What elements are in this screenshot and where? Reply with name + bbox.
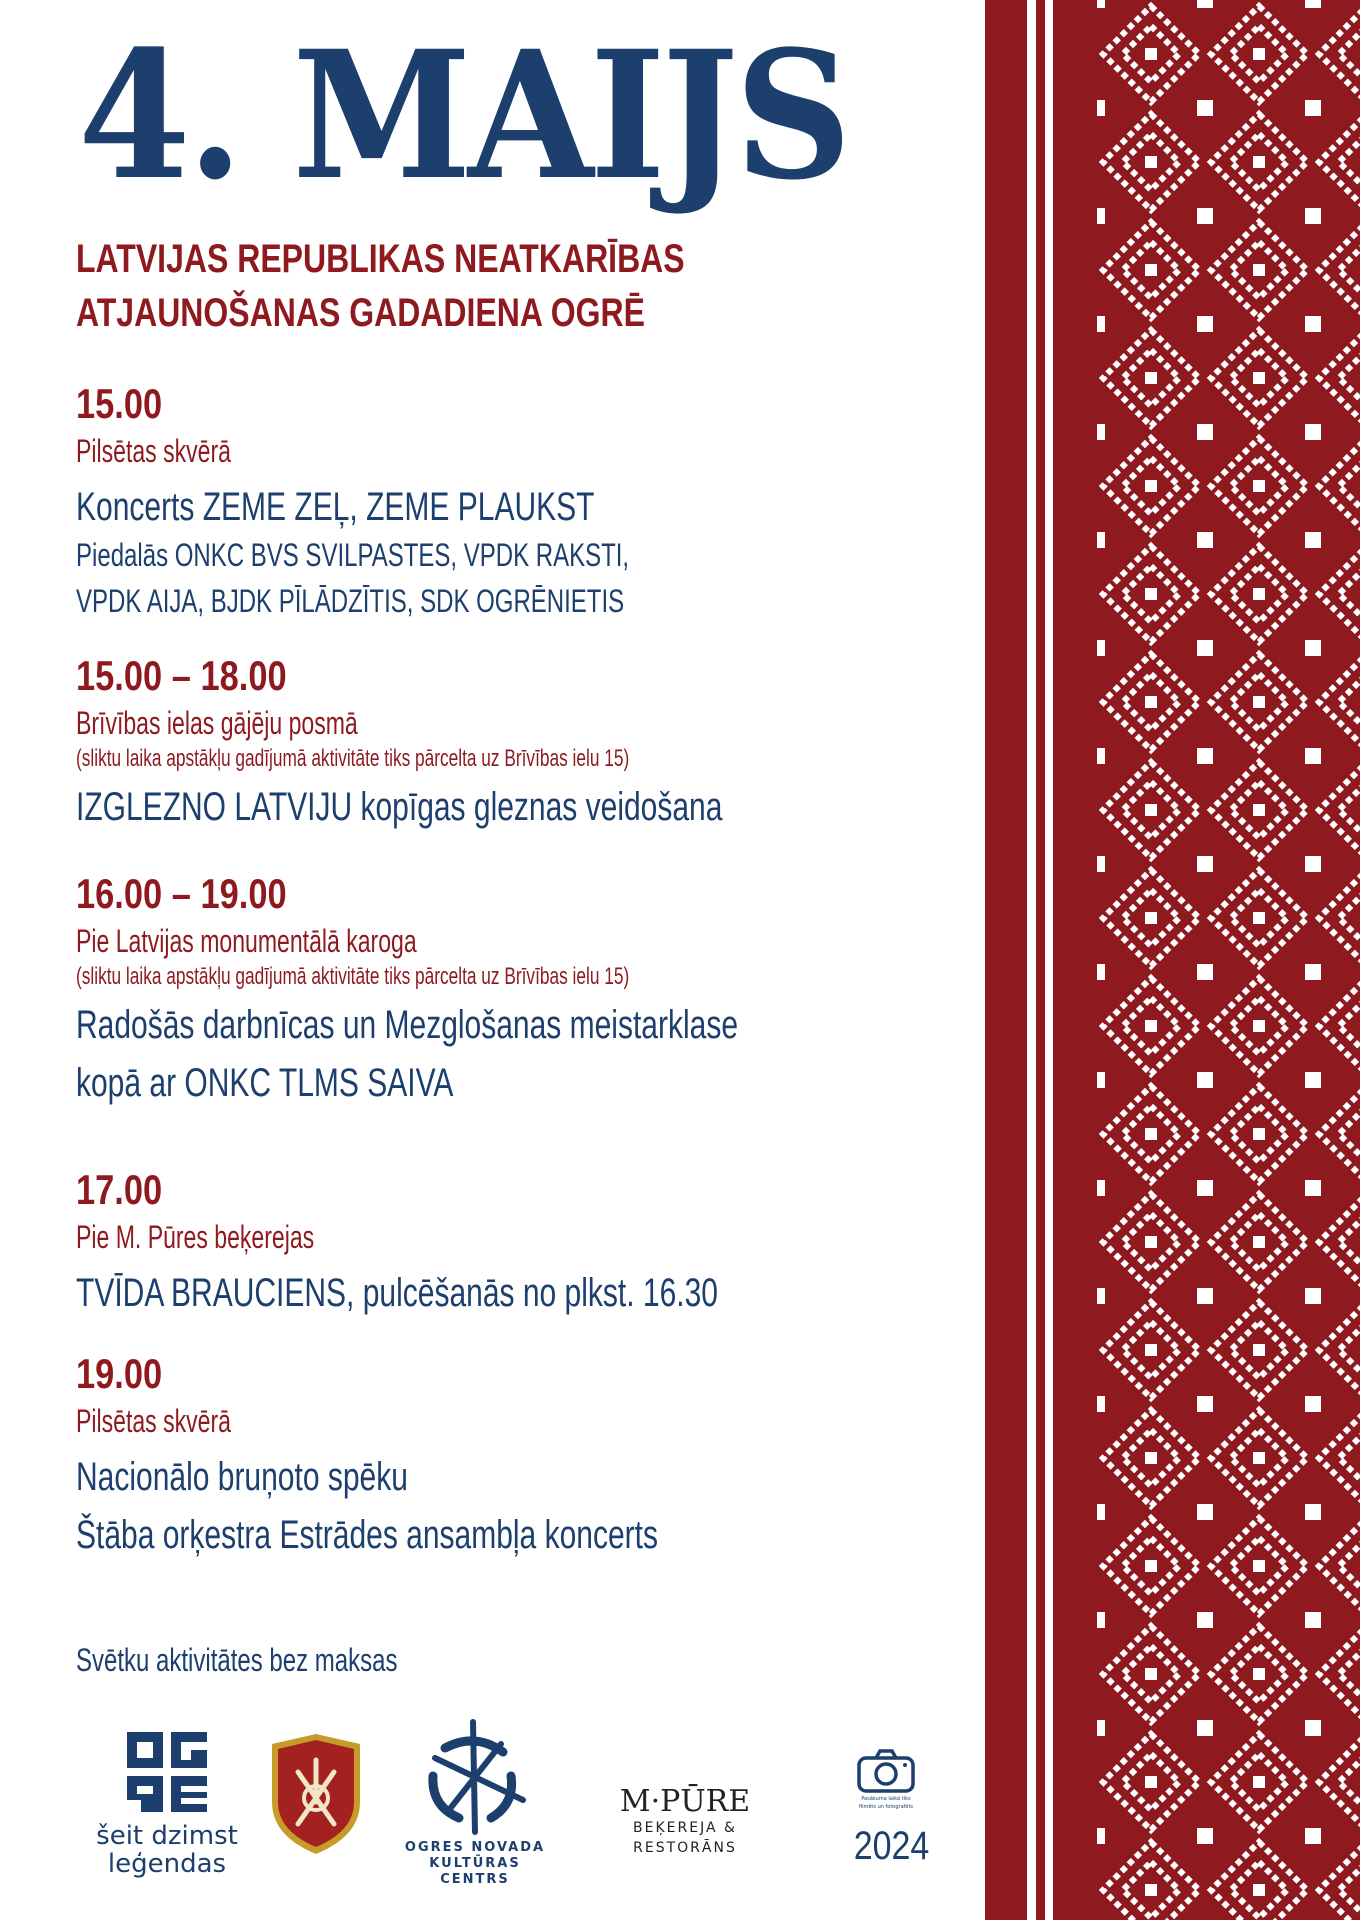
event-title-line: kopā ar ONKC TLMS SAIVA — [76, 1061, 454, 1105]
event-venue: Brīvības ielas gājēju posmā — [76, 705, 358, 741]
culture-center-name-line: KULTŪRAS CENTRS — [429, 1856, 521, 1887]
event-note: (sliktu laika apstākļu gadījumā aktivitāte tiks pārcelta uz Brīvības ielu 15) — [76, 745, 630, 772]
event-venue: Pilsētas skvērā — [76, 433, 231, 469]
photo-note-line: Pasākuma laikā tiks — [861, 1796, 911, 1802]
culture-center-name-line: OGRES NOVADA — [404, 1840, 546, 1855]
event-venue: Pie M. Pūres beķerejas — [76, 1219, 315, 1255]
page-subtitle — [76, 232, 685, 340]
pure-brand-name: M·PŪRE — [619, 1784, 751, 1819]
photo-notice — [848, 1748, 930, 1868]
event-time: 16.00 – 19.00 — [76, 870, 287, 917]
ogre-tagline-line: šeit dzimst — [96, 1821, 238, 1851]
event-title-line: Štāba orķestra Estrādes ansambļa koncerts — [76, 1513, 658, 1557]
page-title: 4. MAIJS — [78, 12, 849, 219]
event-title — [76, 1448, 751, 1564]
pure-bakery-logo — [580, 1786, 790, 1858]
event-item — [76, 378, 976, 624]
camera-icon — [856, 1748, 916, 1794]
compass-icon — [415, 1718, 535, 1836]
event-item — [76, 1164, 976, 1322]
subtitle-line: ATJAUNOŠANAS GADADIENA OGRĒ — [76, 291, 645, 335]
photo-note-line: filmēts un fotografēts — [858, 1804, 914, 1810]
event-item — [76, 1348, 976, 1564]
ogre-wordmark-icon — [125, 1730, 209, 1814]
event-item — [76, 868, 976, 1112]
event-time: 19.00 — [76, 1350, 163, 1397]
ogre-tagline-line: leģendas — [107, 1849, 227, 1879]
subtitle-line: LATVIJAS REPUBLIKAS NEATKARĪBAS — [76, 237, 685, 281]
event-time: 15.00 – 18.00 — [76, 652, 287, 699]
event-detail-line: Piedalās ONKC BVS SVILPASTES, VPDK RAKSTI, — [76, 537, 630, 573]
army-shield-icon — [268, 1732, 364, 1856]
folk-pattern-icon — [985, 0, 1360, 1920]
event-time: 17.00 — [76, 1166, 163, 1213]
event-title — [76, 778, 751, 836]
event-details — [76, 532, 751, 624]
event-title-line: TVĪDA BRAUCIENS, pulcēšanās no plkst. 16.30 — [76, 1271, 718, 1315]
pure-brand-subtitle: BEĶEREJA & RESTORĀNS — [633, 1820, 737, 1856]
event-title-line: IZGLEZNO LATVIJU kopīgas gleznas veidošana — [76, 785, 723, 829]
folk-ornament-strip — [985, 0, 1360, 1920]
event-detail-line: VPDK AIJA, BJDK PĪLĀDZĪTIS, SDK OGRĒNIETIS — [76, 583, 625, 619]
ogre-culture-center-logo — [400, 1718, 550, 1888]
event-venue: Pilsētas skvērā — [76, 1403, 231, 1439]
event-title-line: Koncerts ZEME ZEĻ, ZEME PLAUKST — [76, 485, 595, 529]
event-title — [76, 1264, 751, 1322]
free-admission-note: Svētku aktivitātes bez maksas — [76, 1642, 398, 1678]
national-armed-forces-logo — [268, 1732, 364, 1856]
ogre-city-logo — [92, 1730, 242, 1878]
event-year: 2024 — [853, 1824, 930, 1868]
event-title — [76, 478, 751, 536]
event-venue: Pie Latvijas monumentālā karoga — [76, 923, 417, 959]
event-title — [76, 996, 751, 1112]
event-item — [76, 650, 976, 836]
event-note: (sliktu laika apstākļu gadījumā aktivitāte tiks pārcelta uz Brīvības ielu 15) — [76, 963, 630, 990]
event-title-line: Radošās darbnīcas un Mezglošanas meistarklase — [76, 1003, 739, 1047]
event-title-line: Nacionālo bruņoto spēku — [76, 1455, 408, 1499]
event-time: 15.00 — [76, 380, 163, 427]
